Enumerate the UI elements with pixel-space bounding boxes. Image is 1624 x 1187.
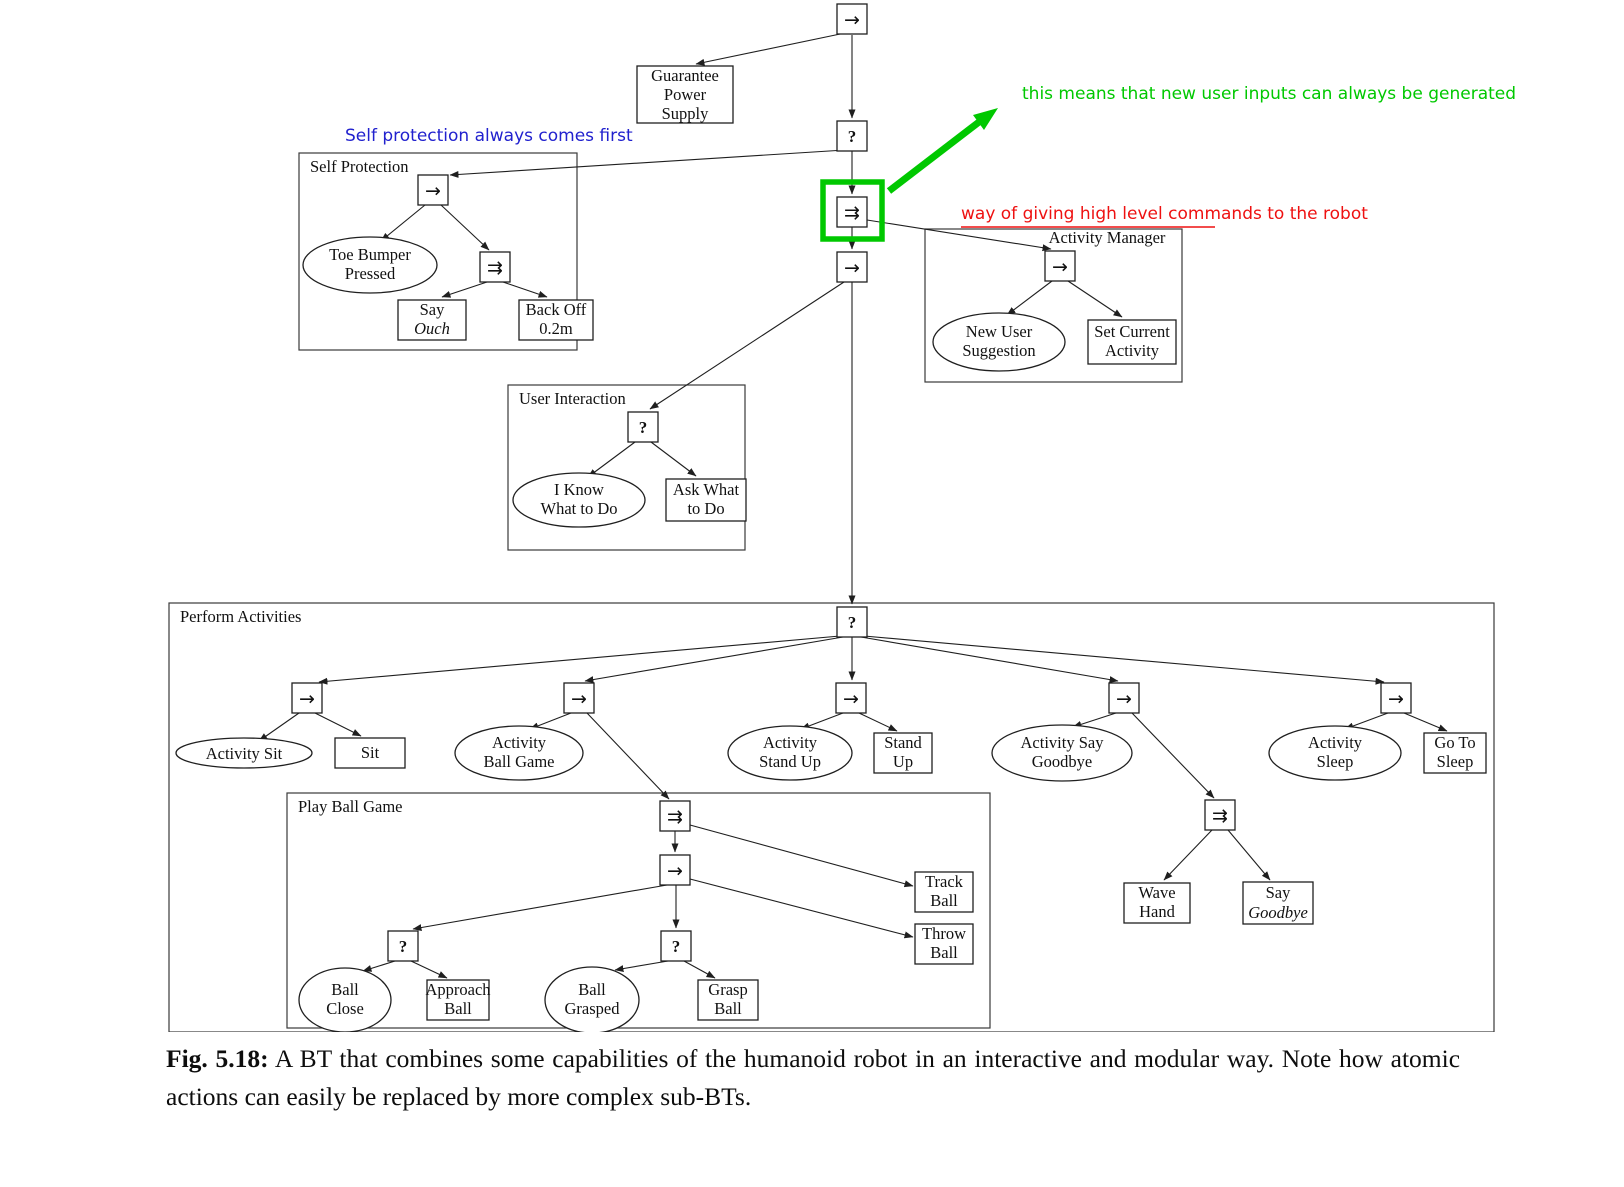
i-know-l1: I Know (554, 480, 604, 499)
throw-ball-l1: Throw (922, 924, 966, 943)
perform-activities-group-box (169, 603, 1494, 1032)
green-annotation-text: this means that new user inputs can always be generated (1022, 84, 1517, 104)
activity-manager-group-label: Activity Manager (1048, 228, 1166, 247)
ballgrasped-fallback-symbol: ? (671, 937, 681, 956)
toe-bumper-l1: Toe Bumper (329, 245, 411, 264)
perform-activities-fallback-symbol: ? (847, 613, 857, 632)
wave-hand-l2: Hand (1139, 902, 1175, 921)
edge-seq1-to-sit (315, 713, 361, 736)
go-to-sleep-l2: Sleep (1436, 752, 1474, 771)
activity-sit-l1: Activity Sit (205, 744, 283, 763)
new-user-l1: New User (965, 322, 1033, 341)
back-off-l1: Back Off (525, 300, 587, 319)
i-know-l2: What to Do (540, 499, 618, 518)
say-ouch-l2: Ouch (414, 319, 450, 338)
wave-hand-l1: Wave (1138, 883, 1176, 902)
goodbye-sequence-symbol: → (1116, 688, 1132, 710)
self-protection-parallel-symbol: ⇉ (487, 257, 503, 279)
playballgame-sequence-symbol: → (667, 860, 683, 882)
activity-manager-sequence-symbol: → (1052, 256, 1068, 278)
edge-pa-to-seq5 (864, 636, 1384, 682)
playballgame-parallel-symbol: ⇉ (667, 806, 683, 828)
edge-seq3-to-standup (859, 713, 897, 731)
edge-seq1-to-activitysit (259, 713, 299, 741)
edge-fb2-to-graspball (684, 961, 715, 978)
blue-annotation-text: Self protection always comes first (345, 126, 633, 146)
approach-ball-l2: Ball (444, 999, 472, 1018)
edge-sequence-to-userinteraction (650, 282, 844, 409)
toe-bumper-l2: Pressed (344, 264, 396, 283)
activity-goodbye-l1: Activity Say (1020, 733, 1104, 752)
edge-fallback-to-selfprotection (450, 150, 845, 175)
edge-parallel-to-activitymanager (867, 220, 1051, 249)
track-ball-l1: Track (925, 872, 963, 891)
condition-nodes (176, 237, 1401, 1032)
edge-sp-to-sayouch (442, 282, 487, 297)
edge-pbg-to-trackball (690, 825, 913, 886)
sit-sequence-symbol: → (299, 688, 315, 710)
guarantee-l2: Power (663, 85, 707, 104)
edge-gb-to-saygoodbye (1228, 830, 1270, 880)
edge-sp-to-backoff (503, 282, 547, 297)
root-sequence-symbol: → (844, 9, 860, 31)
guarantee-l1: Guarantee (651, 66, 719, 85)
edge-seq4-to-goodbyeparallel (1132, 713, 1214, 798)
root-fallback-symbol: ? (847, 127, 857, 146)
ball-close-l2: Close (326, 999, 364, 1018)
edge-root-to-guarantee (696, 33, 845, 64)
self-protection-group-label: Self Protection (310, 157, 409, 176)
activity-sleep-l2: Sleep (1316, 752, 1354, 771)
edge-fb1-to-approachball (411, 961, 447, 978)
set-current-l2: Activity (1104, 341, 1160, 360)
activity-ballgame-l2: Ball Game (483, 752, 555, 771)
edge-seq5-to-gotosleep (1404, 713, 1447, 731)
ballgame-sequence-symbol: → (571, 688, 587, 710)
edge-am-to-newuser (1007, 281, 1052, 315)
guarantee-l3: Supply (661, 104, 709, 123)
green-annotation-arrow (889, 122, 979, 191)
stand-up-l1: Stand (884, 733, 922, 752)
figure-caption-text: A BT that combines some capabilities of the humanoid robot in an interactive and modular way. Note how atomic actions can easily be replaced by more complex sub-BTs. (166, 1044, 1461, 1111)
red-annotation-text: way of giving high level commands to the robot (961, 204, 1368, 224)
edge-sp-to-parallel (441, 205, 489, 250)
back-off-l2: 0.2m (539, 319, 573, 338)
edge-pa-to-seq2 (585, 637, 843, 681)
say-goodbye-l1: Say (1265, 883, 1291, 902)
edge-am-to-setcurrent (1068, 281, 1122, 317)
edge-fb2-to-ballgrasped (615, 961, 668, 970)
figure-caption (166, 1040, 1460, 1115)
standup-sequence-symbol: → (843, 688, 859, 710)
say-goodbye-l2: Goodbye (1248, 903, 1308, 922)
main-sequence-symbol: → (844, 257, 860, 279)
say-ouch-l1: Say (419, 300, 445, 319)
edge-fb1-to-ballclose (363, 961, 395, 971)
new-user-l2: Suggestion (962, 341, 1036, 360)
goodbye-parallel-symbol: ⇉ (1212, 805, 1228, 827)
grasp-ball-l1: Grasp (708, 980, 748, 999)
play-ball-game-group-label: Play Ball Game (298, 797, 403, 816)
ballclose-fallback-symbol: ? (398, 937, 408, 956)
self-protection-sequence-symbol: → (425, 180, 441, 202)
edge-pa-to-seq1 (319, 636, 840, 682)
activity-goodbye-l2: Goodbye (1031, 752, 1093, 771)
track-ball-l2: Ball (930, 891, 958, 910)
activity-standup-l1: Activity (762, 733, 818, 752)
new-input-parallel-symbol: ⇉ (844, 202, 860, 224)
go-to-sleep-l1: Go To (1434, 733, 1476, 752)
ask-what-l1: Ask What (672, 480, 740, 499)
grasp-ball-l2: Ball (714, 999, 742, 1018)
ask-what-l2: to Do (687, 499, 725, 518)
edge-gb-to-wavehand (1164, 830, 1212, 880)
user-interaction-group-label: User Interaction (519, 389, 626, 408)
edge-pbgseq-to-throwball (690, 879, 913, 937)
edge-pbgseq-to-fallback1 (413, 885, 667, 929)
ball-grasped-l2: Grasped (564, 999, 620, 1018)
ball-close-l1: Ball (331, 980, 359, 999)
user-interaction-group-box (508, 385, 745, 550)
edge-ui-to-askwhat (651, 442, 696, 476)
stand-up-l2: Up (892, 752, 914, 771)
edge-seq4-to-activitysaygoodbye (1073, 713, 1116, 727)
edge-seq2-to-playballgame (587, 713, 669, 799)
set-current-l1: Set Current (1094, 322, 1170, 341)
edge-ui-to-iknow (588, 442, 635, 477)
sit-l1: Sit (360, 743, 380, 762)
edge-sp-to-toebumper (381, 205, 425, 241)
activity-ballgame-l1: Activity (491, 733, 547, 752)
perform-activities-group-label: Perform Activities (180, 607, 302, 626)
ball-grasped-l1: Ball (578, 980, 606, 999)
figure-caption-number: Fig. 5.18: (166, 1044, 269, 1073)
activity-standup-l2: Stand Up (759, 752, 821, 771)
throw-ball-l2: Ball (930, 943, 958, 962)
activity-sleep-l1: Activity (1307, 733, 1363, 752)
edge-pa-to-seq4 (861, 637, 1118, 681)
user-interaction-fallback-symbol: ? (638, 418, 648, 437)
approach-ball-l1: Approach (425, 980, 491, 999)
sleep-sequence-symbol: → (1388, 688, 1404, 710)
